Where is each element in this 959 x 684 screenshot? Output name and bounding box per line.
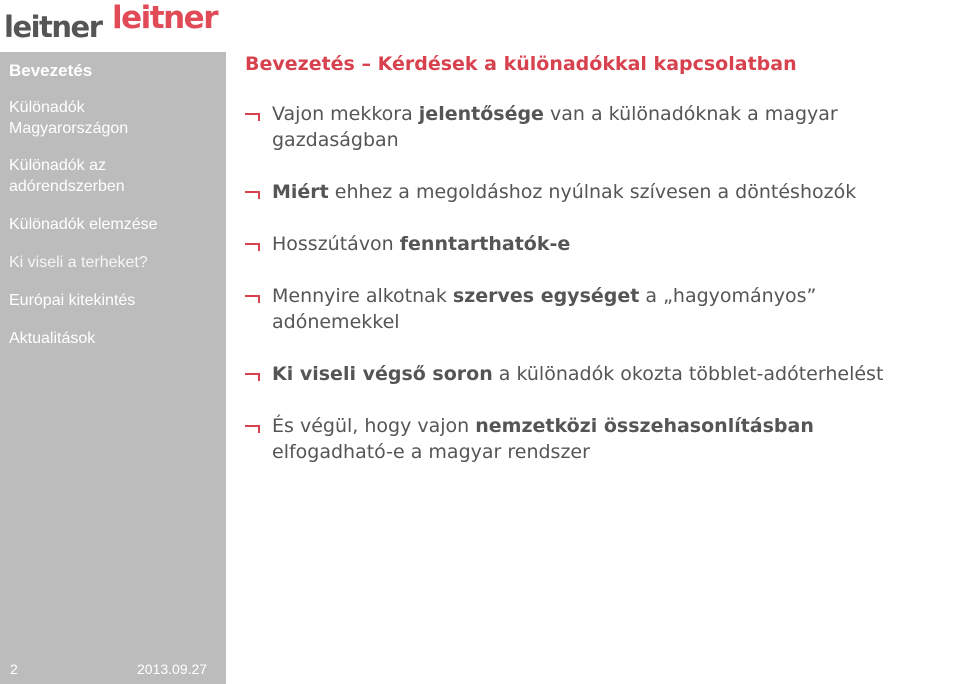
bullet-text-segment: És végül, hogy vajon: [272, 415, 476, 437]
sidebar-item-kulonadok-az-adorendszerben[interactable]: Különadók az adórendszerben: [9, 157, 125, 195]
bullet-line: [272, 179, 959, 205]
bullet-text-segment: Mennyire alkotnak: [272, 285, 453, 307]
sidebar: [0, 52, 226, 684]
bullet-line: [272, 231, 959, 257]
bullet-text: [272, 413, 959, 465]
bullet-text-segment: gazdaságban: [272, 129, 399, 151]
bullet-text-bold: Miért: [272, 181, 329, 203]
bullet-text-segment: elfogadható-e a magyar rendszer: [272, 441, 590, 463]
bullet-text: [272, 231, 959, 257]
logo-text-red: leitner: [112, 0, 217, 36]
bullet-text: [272, 101, 959, 153]
bullet-line: [272, 101, 959, 127]
bullet-line: [272, 309, 959, 335]
bullet-text: [272, 179, 959, 205]
bullet-text-segment: Hosszútávon: [272, 233, 400, 255]
slide-date: 2013.09.27: [137, 661, 208, 677]
sidebar-item-kulonadok-elemzese[interactable]: Különadók elemzése: [9, 216, 158, 233]
bullet-text-bold: jelentősége: [418, 103, 544, 125]
bullet-line: [272, 361, 959, 387]
bullet-text-segment: van a különadóknak a magyar: [543, 103, 838, 125]
sidebar-item-bevezetes[interactable]: Bevezetés: [9, 61, 93, 80]
bullet-marker-icon: [245, 425, 262, 434]
sidebar-item-kulonadok-magyarorszagon[interactable]: Különadók Magyarországon: [9, 99, 129, 137]
sidebar-item-ki-viseli-a-terheket[interactable]: Ki viseli a terheket?: [9, 254, 148, 271]
bullet-line: [272, 439, 959, 465]
bullet-marker-icon: [245, 191, 262, 200]
bullet-text-segment: a különadók okozta többlet-adóterhelést: [492, 363, 884, 385]
logo-text-dark: leitner: [4, 10, 102, 44]
bullet-line: [272, 283, 959, 309]
sidebar-item-europai-kitekintes[interactable]: Európai kitekintés: [9, 292, 136, 309]
bullet-text-segment: a „hagyományos”: [639, 285, 817, 307]
bullet-marker-icon: [245, 373, 262, 382]
bullet-text-bold: nemzetközi összehasonlításban: [475, 415, 814, 437]
page-title: Bevezetés – Kérdések a különadókkal kapcsolatban: [245, 53, 797, 75]
slide-number: 2: [10, 661, 18, 677]
bullet-line: [272, 127, 959, 153]
bullet-text-bold: szerves egységet: [452, 285, 640, 307]
bullet-text-segment: adónemekkel: [272, 311, 400, 333]
bullet-text-segment: ehhez a megoldáshoz nyúlnak szívesen a döntéshozók: [328, 181, 857, 203]
bullet-marker-icon: [245, 243, 262, 252]
sidebar-item-aktualitasok[interactable]: Aktualitások: [9, 330, 96, 347]
bullet-marker-icon: [245, 113, 262, 122]
bullet-text: [272, 361, 959, 387]
bullet-marker-icon: [245, 295, 262, 304]
logo: [4, 0, 234, 44]
bullet-text: [272, 283, 959, 335]
bullet-text-bold: Ki viseli végső soron: [272, 363, 493, 385]
bullet-text-segment: Vajon mekkora: [272, 103, 419, 125]
bullet-text-bold: fenntarthatók-e: [399, 233, 571, 255]
bullet-line: [272, 413, 959, 439]
